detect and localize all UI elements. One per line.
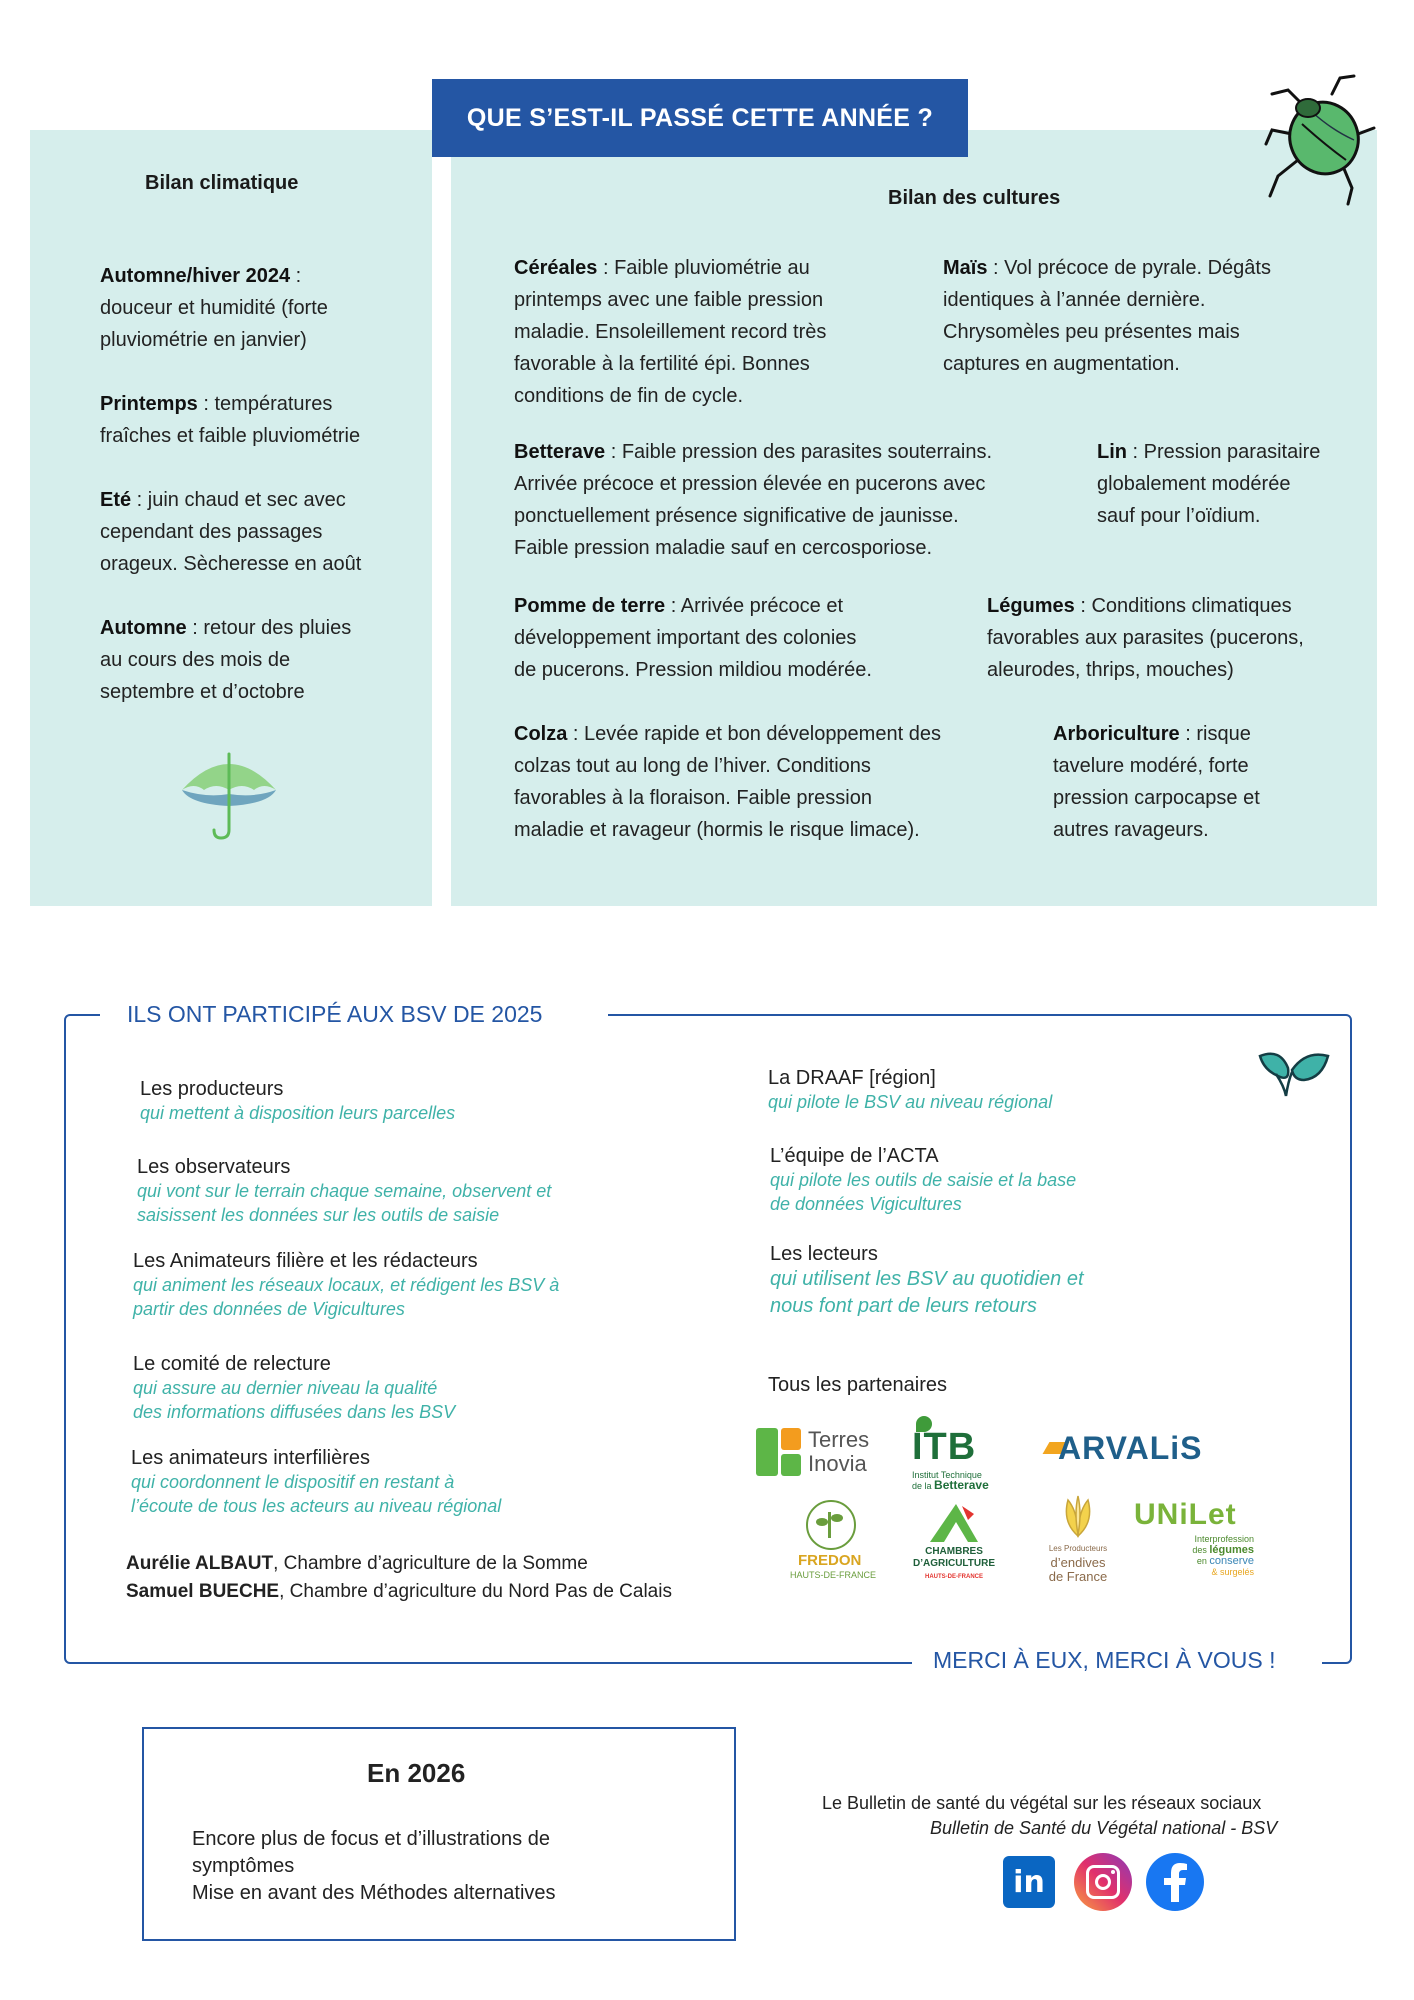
crop-item: Betterave : Faible pression des parasites souterrains. Arrivée précoce et pression élevée en pucerons avec ponctuellement présence significative de jaunisse. Faible pression maladie sauf en cercosporiose. [514,441,993,559]
plans-2026-title: En 2026 [367,1758,466,1788]
crop-item: Lin : Pression parasitaire globalement modérée sauf pour l’oïdium. [1097,441,1321,527]
participant-entry: Les Animateurs filière et les rédacteurs qui animent les réseaux locaux, et rédigent les BSV à partir des données de Vigicultures [133,1250,560,1319]
participant-entry: Les animateurs interfilières qui coordonnent le dispositif en restant à l’écoute de tous les acteurs au niveau régional [131,1447,502,1516]
participant-entry: Les producteurs qui mettent à disposition leurs parcelles [140,1078,456,1123]
participants-footer: MERCI À EUX, MERCI À VOUS ! [933,1647,1276,1673]
participants-title: ILS ONT PARTICIPÉ AUX BSV DE 2025 [127,1001,543,1027]
endives-logo: Les Producteurs d’endives de France [1030,1494,1126,1586]
crops-heading: Bilan des cultures [888,187,1061,209]
crop-item: Colza : Levée rapide et bon développement des colzas tout au long de l’hiver. Conditions favorables à la floraison. Faible pression maladie et ravageur (hormis le risque limace). [514,723,941,841]
crop-item: Maïs : Vol précoce de pyrale. Dégâts identiques à l’année dernière. Chrysomèles peu présentes mais captures en augmentation. [943,257,1271,375]
social-line-2: Bulletin de Santé du Végétal national - BSV [930,1818,1278,1838]
crop-item: Arboriculture : risque tavelure modéré, forte pression carpocapse et autres ravageurs. [1053,723,1260,841]
participant-entry: L’équipe de l’ACTA qui pilote les outils de saisie et la base de données Vigicultures [770,1145,1077,1214]
climate-item: Eté : juin chaud et sec avec cependant des passages orageux. Sècheresse en août [100,489,362,575]
crop-item: Légumes : Conditions climatiques favorables aux parasites (pucerons, aleurodes, thrips, mouches) [987,595,1304,681]
instagram-icon[interactable] [1074,1853,1132,1911]
page-title: QUE S’EST-IL PASSÉ CETTE ANNÉE ? [432,79,968,157]
climate-item: Printemps : températures fraîches et faible pluviométrie [100,393,361,447]
beetle-icon [1262,64,1382,214]
crop-item: Pomme de terre : Arrivée précoce et développement important des colonies de pucerons. Pression mildiou modérée. [514,595,872,681]
fredon-logo: FREDON HAUTS-DE-FRANCE [784,1500,880,1592]
crop-item: Céréales : Faible pluviométrie au printemps avec une faible pression maladie. Ensoleillement record très favorable à la fertilité épi. Bonnes conditions de fin de cycle. [514,257,827,407]
umbrella-icon [176,744,282,840]
linkedin-icon[interactable]: in [1003,1856,1055,1908]
participant-entry: Le comité de relecture qui assure au dernier niveau la qualité des informations diffusées dans les BSV [133,1353,456,1422]
leaves-icon [1256,1046,1332,1098]
authors: Aurélie ALBAUT, Chambre d’agriculture de la Somme Samuel BUECHE, Chambre d’agriculture du Nord Pas de Calais [126,1553,672,1602]
plans-2026-text: Encore plus de focus et d’illustrations de symptômes Mise en avant des Méthodes alternatives [192,1828,556,1904]
facebook-icon[interactable] [1146,1853,1204,1911]
participant-entry: Les lecteurs qui utilisent les BSV au quotidien et nous font part de leurs retours [770,1243,1084,1317]
arvalis-logo: ARVALiS [1046,1428,1206,1468]
climate-item: Automne : retour des pluies au cours des mois de septembre et d’octobre [100,617,352,703]
unilet-logo: UNiLet Interprofession des légumes en conserve & surgelés [1134,1498,1254,1577]
climate-heading: Bilan climatique [145,172,299,194]
participant-entry: Les observateurs qui vont sur le terrain chaque semaine, observent et saisissent les données sur les outils de saisie [137,1156,552,1225]
itb-logo: ITB Institut Technique de la Betterave [908,1416,1008,1490]
social-line-1: Le Bulletin de santé du végétal sur les réseaux sociaux [822,1793,1262,1813]
climate-item: Automne/hiver 2024 : douceur et humidité (forte pluviométrie en janvier) [100,265,328,351]
chambres-agriculture-logo: CHAMBRES D’AGRICULTURE HAUTS-DE-FRANCE [904,1500,1004,1592]
partners-label: Tous les partenaires [768,1374,947,1396]
terres-inovia-logo: Terres Inovia [756,1428,886,1480]
participant-entry: La DRAAF [région] qui pilote le BSV au niveau régional [768,1067,1053,1112]
